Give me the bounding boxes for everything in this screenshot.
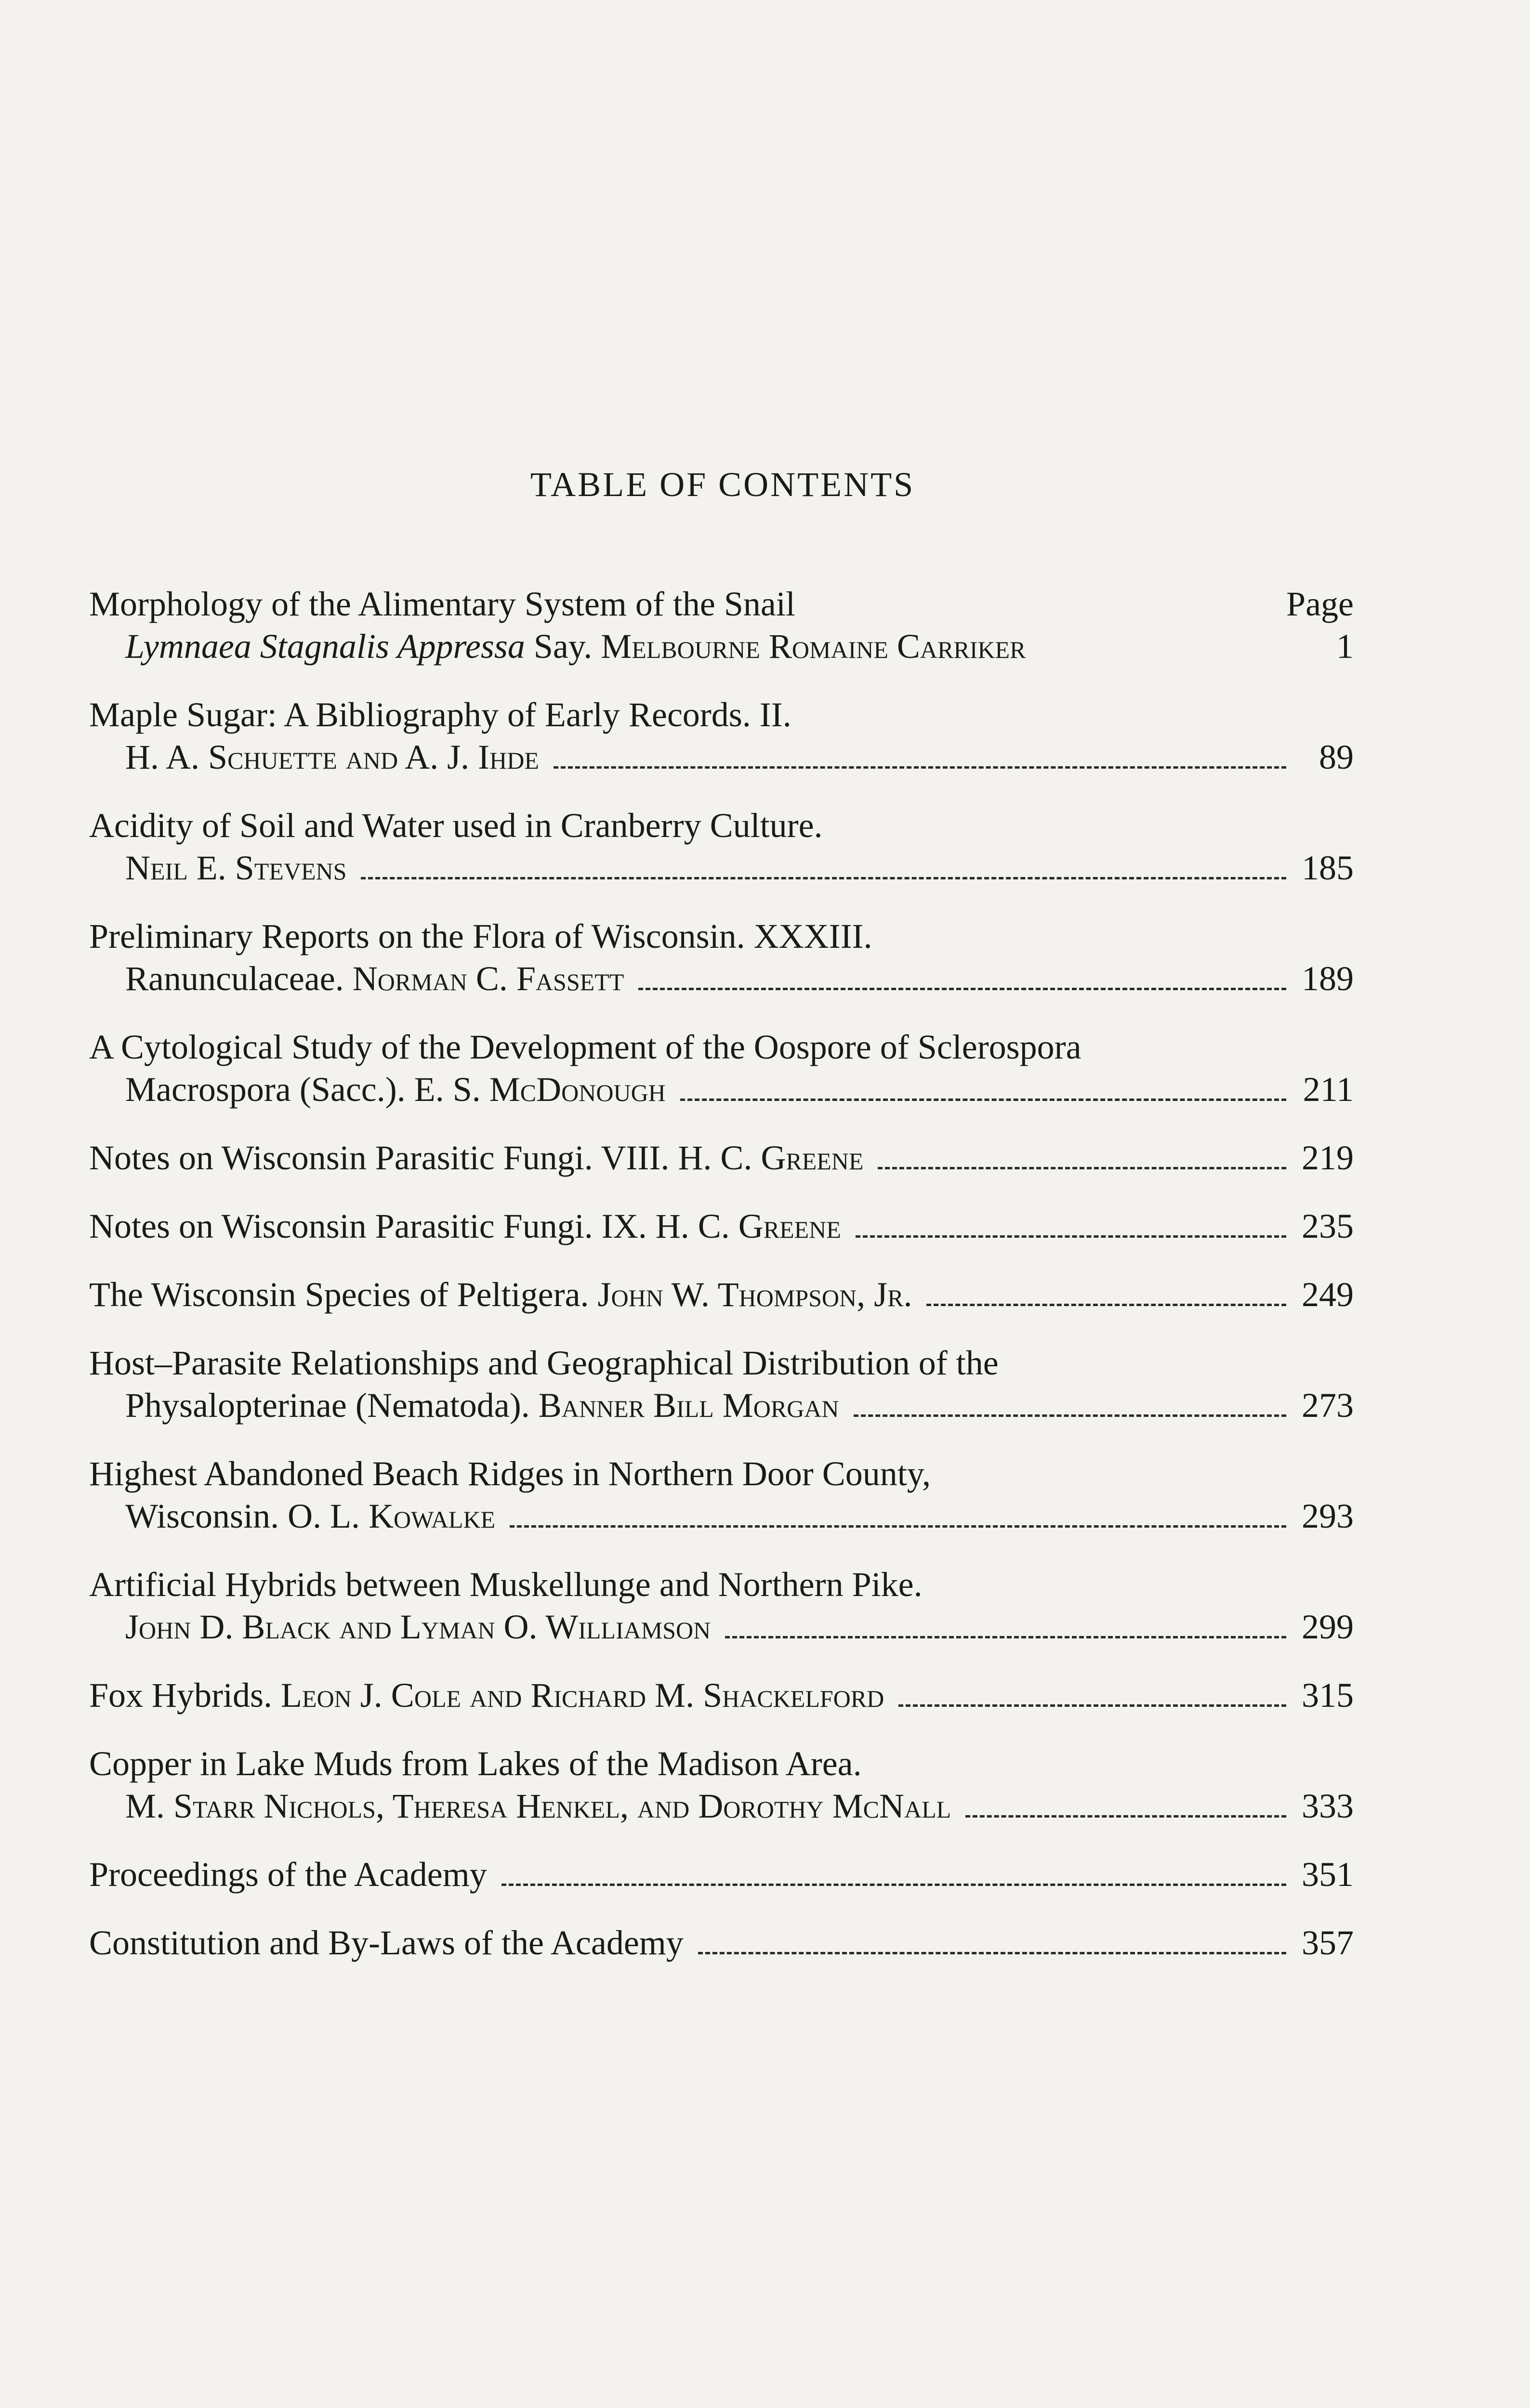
toc-entry (89, 1342, 1354, 1426)
entry-title: Acidity of Soil and Water used in Cranberry Culture. (89, 806, 823, 845)
dot-leader (878, 1167, 1286, 1169)
toc-entry (89, 1853, 1354, 1896)
entry-title: Proceedings of the Academy (89, 1855, 487, 1894)
entry-title: Maple Sugar: A Bibliography of Early Records. II. (89, 695, 791, 734)
entry-page-number: 357 (1302, 1924, 1354, 1962)
entry-title: Notes on Wisconsin Parasitic Fungi. VIII. H. C. (89, 1139, 752, 1177)
page-title: TABLE OF CONTENTS (530, 465, 915, 504)
entry-author: John W. Thompson, Jr. (597, 1275, 912, 1314)
toc-entry (89, 583, 1354, 667)
entry-page-number: 333 (1302, 1787, 1354, 1825)
entry-page-number: 293 (1302, 1497, 1354, 1535)
toc-entry (89, 1742, 1354, 1827)
dot-leader (361, 877, 1286, 879)
entry-title-continued: Macrospora (Sacc.). E. S. (125, 1070, 481, 1109)
entry-title: Preliminary Reports on the Flora of Wisconsin. XXXIII. (89, 917, 872, 955)
entry-author: Greene (761, 1139, 864, 1177)
entry-title-continued: Wisconsin. O. L. (125, 1497, 360, 1535)
entry-title: Constitution and By-Laws of the Academy (89, 1924, 684, 1962)
entry-author: H. A. Schuette and A. J. Ihde (125, 738, 539, 776)
entry-author: M. Starr Nichols, Theresa Henkel, and Dorothy McNall (125, 1787, 951, 1825)
toc-entry (89, 1922, 1354, 1964)
toc-entry (89, 1026, 1354, 1111)
entry-title: Host–Parasite Relationships and Geographical Distribution of the (89, 1344, 999, 1382)
entry-title: The Wisconsin Species of Peltigera. (89, 1275, 589, 1314)
toc-entry (89, 1453, 1354, 1537)
entry-title: Highest Abandoned Beach Ridges in Northern Door County, (89, 1454, 931, 1493)
table-of-contents (89, 583, 1354, 1990)
dot-leader (898, 1704, 1286, 1707)
dot-leader (856, 1235, 1286, 1238)
toc-entry (89, 694, 1354, 778)
entry-author: Norman C. Fassett (352, 959, 624, 998)
entry-author: Kowalke (369, 1497, 496, 1535)
entry-title: Notes on Wisconsin Parasitic Fungi. IX. H. C. (89, 1207, 730, 1245)
entry-page-number: 1 (1336, 627, 1354, 666)
entry-title: Copper in Lake Muds from Lakes of the Madison Area. (89, 1744, 862, 1783)
dot-leader (725, 1636, 1286, 1638)
dot-leader (926, 1304, 1286, 1306)
dot-leader (680, 1099, 1286, 1101)
entry-author: Leon J. Cole and Richard M. Shackelford (281, 1676, 884, 1714)
entry-page-number: 351 (1302, 1855, 1354, 1894)
entry-title: Fox Hybrids. (89, 1676, 273, 1714)
entry-title: Artificial Hybrids between Muskellunge and Northern Pike. (89, 1565, 923, 1604)
entry-author: Greene (738, 1207, 841, 1245)
entry-page-number: 235 (1302, 1207, 1354, 1245)
entry-page-number: 299 (1302, 1608, 1354, 1646)
entry-page-number: 273 (1302, 1386, 1354, 1425)
entry-title-continued: Ranunculaceae. (125, 959, 344, 998)
toc-entry (89, 804, 1354, 889)
entry-author: Melbourne Romaine Carriker (601, 627, 1026, 666)
toc-entry (89, 915, 1354, 1000)
dot-leader (501, 1884, 1286, 1886)
entry-title-continued: Physalopterinae (Nematoda). (125, 1386, 530, 1425)
toc-entry (89, 1674, 1354, 1716)
entry-page-number: 211 (1303, 1070, 1354, 1109)
toc-entry (89, 1563, 1354, 1648)
entry-author: Neil E. Stevens (125, 849, 347, 887)
entry-author: Banner Bill Morgan (538, 1386, 839, 1425)
entry-page-number: 185 (1302, 849, 1354, 887)
entry-page-number: 219 (1302, 1139, 1354, 1177)
dot-leader (698, 1952, 1286, 1954)
entry-author: John D. Black and Lyman O. Williamson (125, 1608, 711, 1646)
toc-entry (89, 1205, 1354, 1247)
toc-entry (89, 1137, 1354, 1179)
entry-title: Morphology of the Alimentary System of the Snail (89, 585, 795, 623)
entry-title: A Cytological Study of the Development of the Oospore of Sclerospora (89, 1028, 1082, 1066)
page-column-label: Page (1286, 585, 1354, 623)
dot-leader (965, 1815, 1286, 1818)
entry-page-number: 189 (1302, 959, 1354, 998)
entry-title-species: Lymnaea Stagnalis Appressa (125, 627, 525, 666)
toc-entry (89, 1273, 1354, 1316)
entry-page-number: 315 (1302, 1676, 1354, 1714)
dot-leader (854, 1414, 1286, 1417)
entry-page-number: 249 (1302, 1275, 1354, 1314)
entry-title-continued: Say. (525, 627, 593, 666)
dot-leader (510, 1525, 1286, 1528)
dot-leader (554, 766, 1286, 769)
entry-author: McDonough (489, 1070, 666, 1109)
dot-leader (638, 988, 1286, 990)
entry-page-number: 89 (1319, 738, 1354, 776)
